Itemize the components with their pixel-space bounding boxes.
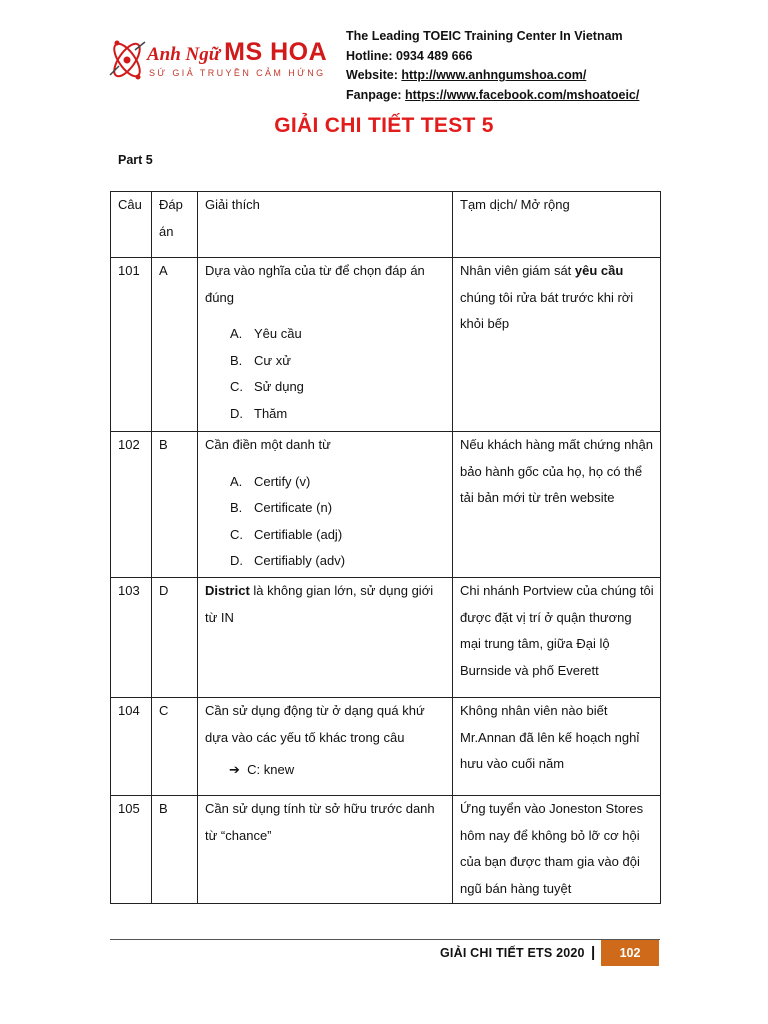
- table-header-row: [111, 192, 661, 258]
- footer-separator: |: [591, 944, 596, 961]
- header-dap-an: Đáp án: [152, 192, 198, 258]
- explanation-keyword: District: [205, 583, 250, 598]
- answer-letter: C: [152, 698, 198, 796]
- translation-cell: [453, 258, 661, 432]
- explanation-text: Cần sử dụng động từ ở dạng quá khứ dựa vào các yếu tố khác trong câu: [205, 703, 425, 745]
- conclusion-text: C: knew: [247, 762, 295, 777]
- fanpage-line: [346, 86, 639, 106]
- translation-cell: Ứng tuyển vào Joneston Stores hôm nay để không bỏ lỡ cơ hội của bạn được tham gia vào đội ngũ bán hàng tuyệt: [453, 796, 661, 904]
- website-label: Website:: [346, 68, 398, 82]
- question-number: 103: [111, 578, 152, 698]
- part-heading: Part 5: [118, 153, 153, 167]
- hotline-line: [346, 47, 639, 67]
- footer-title: GIẢI CHI TIẾT ETS 2020: [440, 946, 585, 960]
- explanation-cell: [198, 578, 453, 698]
- list-item: [230, 348, 447, 375]
- option-text: Yêu cầu: [254, 326, 302, 341]
- option-letter: C.: [230, 526, 243, 542]
- header-tam-dich: Tạm dịch/ Mở rộng: [453, 192, 661, 258]
- answer-letter: D: [152, 578, 198, 698]
- atom-logo-icon: [105, 30, 149, 90]
- fanpage-label: Fanpage:: [346, 87, 402, 102]
- logo-wordmark: [147, 38, 327, 67]
- table-row: [111, 698, 661, 796]
- explanation-text: Cần điền một danh từ: [205, 437, 331, 452]
- list-item: [230, 321, 447, 348]
- table-row: [111, 258, 661, 432]
- answer-letter: A: [152, 258, 198, 432]
- list-item: [230, 469, 447, 496]
- option-text: Sử dụng: [254, 379, 304, 394]
- fanpage-link[interactable]: https://www.facebook.com/mshoatoeic/: [405, 87, 640, 102]
- logo-brand: MS HOA: [224, 38, 328, 66]
- option-text: Certifiably (adv): [254, 553, 346, 568]
- option-text: Cư xử: [254, 352, 291, 368]
- tagline: The Leading TOEIC Training Center In Vietnam: [346, 29, 623, 43]
- question-number: 105: [111, 796, 152, 904]
- options-list: [205, 469, 447, 575]
- hotline-number: 0934 489 666: [396, 48, 473, 63]
- option-letter: B.: [230, 500, 243, 515]
- option-text: Certifiable (adj): [254, 526, 343, 542]
- option-text: Certificate (n): [254, 500, 333, 515]
- conclusion: [229, 757, 447, 784]
- question-number: 101: [111, 258, 152, 432]
- table-row: [111, 796, 661, 904]
- explanation-text: là không gian lớn, sử dụng giới từ IN: [205, 583, 434, 625]
- website-line: [346, 66, 639, 86]
- contact-block: [346, 27, 639, 105]
- translation-cell: Không nhân viên nào biết Mr.Annan đã lên kế hoạch nghỉ hưu vào cuối năm: [453, 698, 661, 796]
- answers-table: [110, 191, 661, 904]
- page-title: GIẢI CHI TIẾT TEST 5: [274, 114, 494, 137]
- logo-name: Anh Ngữ: [147, 44, 221, 65]
- page-number: 102: [601, 940, 659, 966]
- option-letter: D.: [230, 553, 243, 568]
- option-text: Thăm: [254, 405, 288, 421]
- translation-cell: Nếu khách hàng mất chứng nhận bảo hành gốc của họ, họ có thể tải bản mới từ trên website: [453, 432, 661, 578]
- list-item: [230, 374, 447, 401]
- translation-text: Nhân viên giám sát: [460, 263, 575, 278]
- option-text: Certify (v): [254, 473, 311, 489]
- explanation-text: Dựa vào nghĩa của từ để chọn đáp án đúng: [205, 263, 425, 305]
- answer-letter: B: [152, 432, 198, 578]
- option-letter: B.: [230, 352, 243, 368]
- list-item: [230, 522, 447, 549]
- header-giai-thich: Giải thích: [198, 192, 453, 258]
- brand-logo: [105, 30, 335, 92]
- hotline-label: Hotline:: [346, 48, 393, 63]
- table-row: [111, 432, 661, 578]
- option-letter: D.: [230, 405, 243, 421]
- explanation-cell: [198, 432, 453, 578]
- options-list: [205, 321, 447, 427]
- list-item: [230, 401, 447, 428]
- footer-divider: [110, 939, 660, 940]
- translation-cell: Chi nhánh Portview của chúng tôi được đặt vị trí ở quận thương mại trung tâm, giữa Đại lộ Burnside và phố Everett: [453, 578, 661, 698]
- header-cau: Câu: [111, 192, 152, 258]
- explanation-cell: [198, 698, 453, 796]
- explanation-cell: [198, 258, 453, 432]
- table-row: [111, 578, 661, 698]
- translation-text: chúng tôi rửa bát trước khi rời khỏi bếp: [460, 289, 634, 331]
- option-letter: C.: [230, 379, 243, 394]
- answer-letter: B: [152, 796, 198, 904]
- list-item: [230, 548, 447, 575]
- question-number: 102: [111, 432, 152, 578]
- logo-slogan: SỨ GIẢ TRUYỀN CẢM HỨNG: [149, 68, 326, 78]
- explanation-cell: Cần sử dụng tính từ sở hữu trước danh từ “chance”: [198, 796, 453, 904]
- arrow-right-icon: ➔: [229, 762, 240, 777]
- website-link[interactable]: http://www.anhngumshoa.com/: [401, 68, 587, 82]
- translation-keyword: yêu cầu: [574, 263, 624, 278]
- option-letter: A.: [230, 326, 243, 341]
- list-item: [230, 495, 447, 522]
- question-number: 104: [111, 698, 152, 796]
- option-letter: A.: [230, 473, 243, 489]
